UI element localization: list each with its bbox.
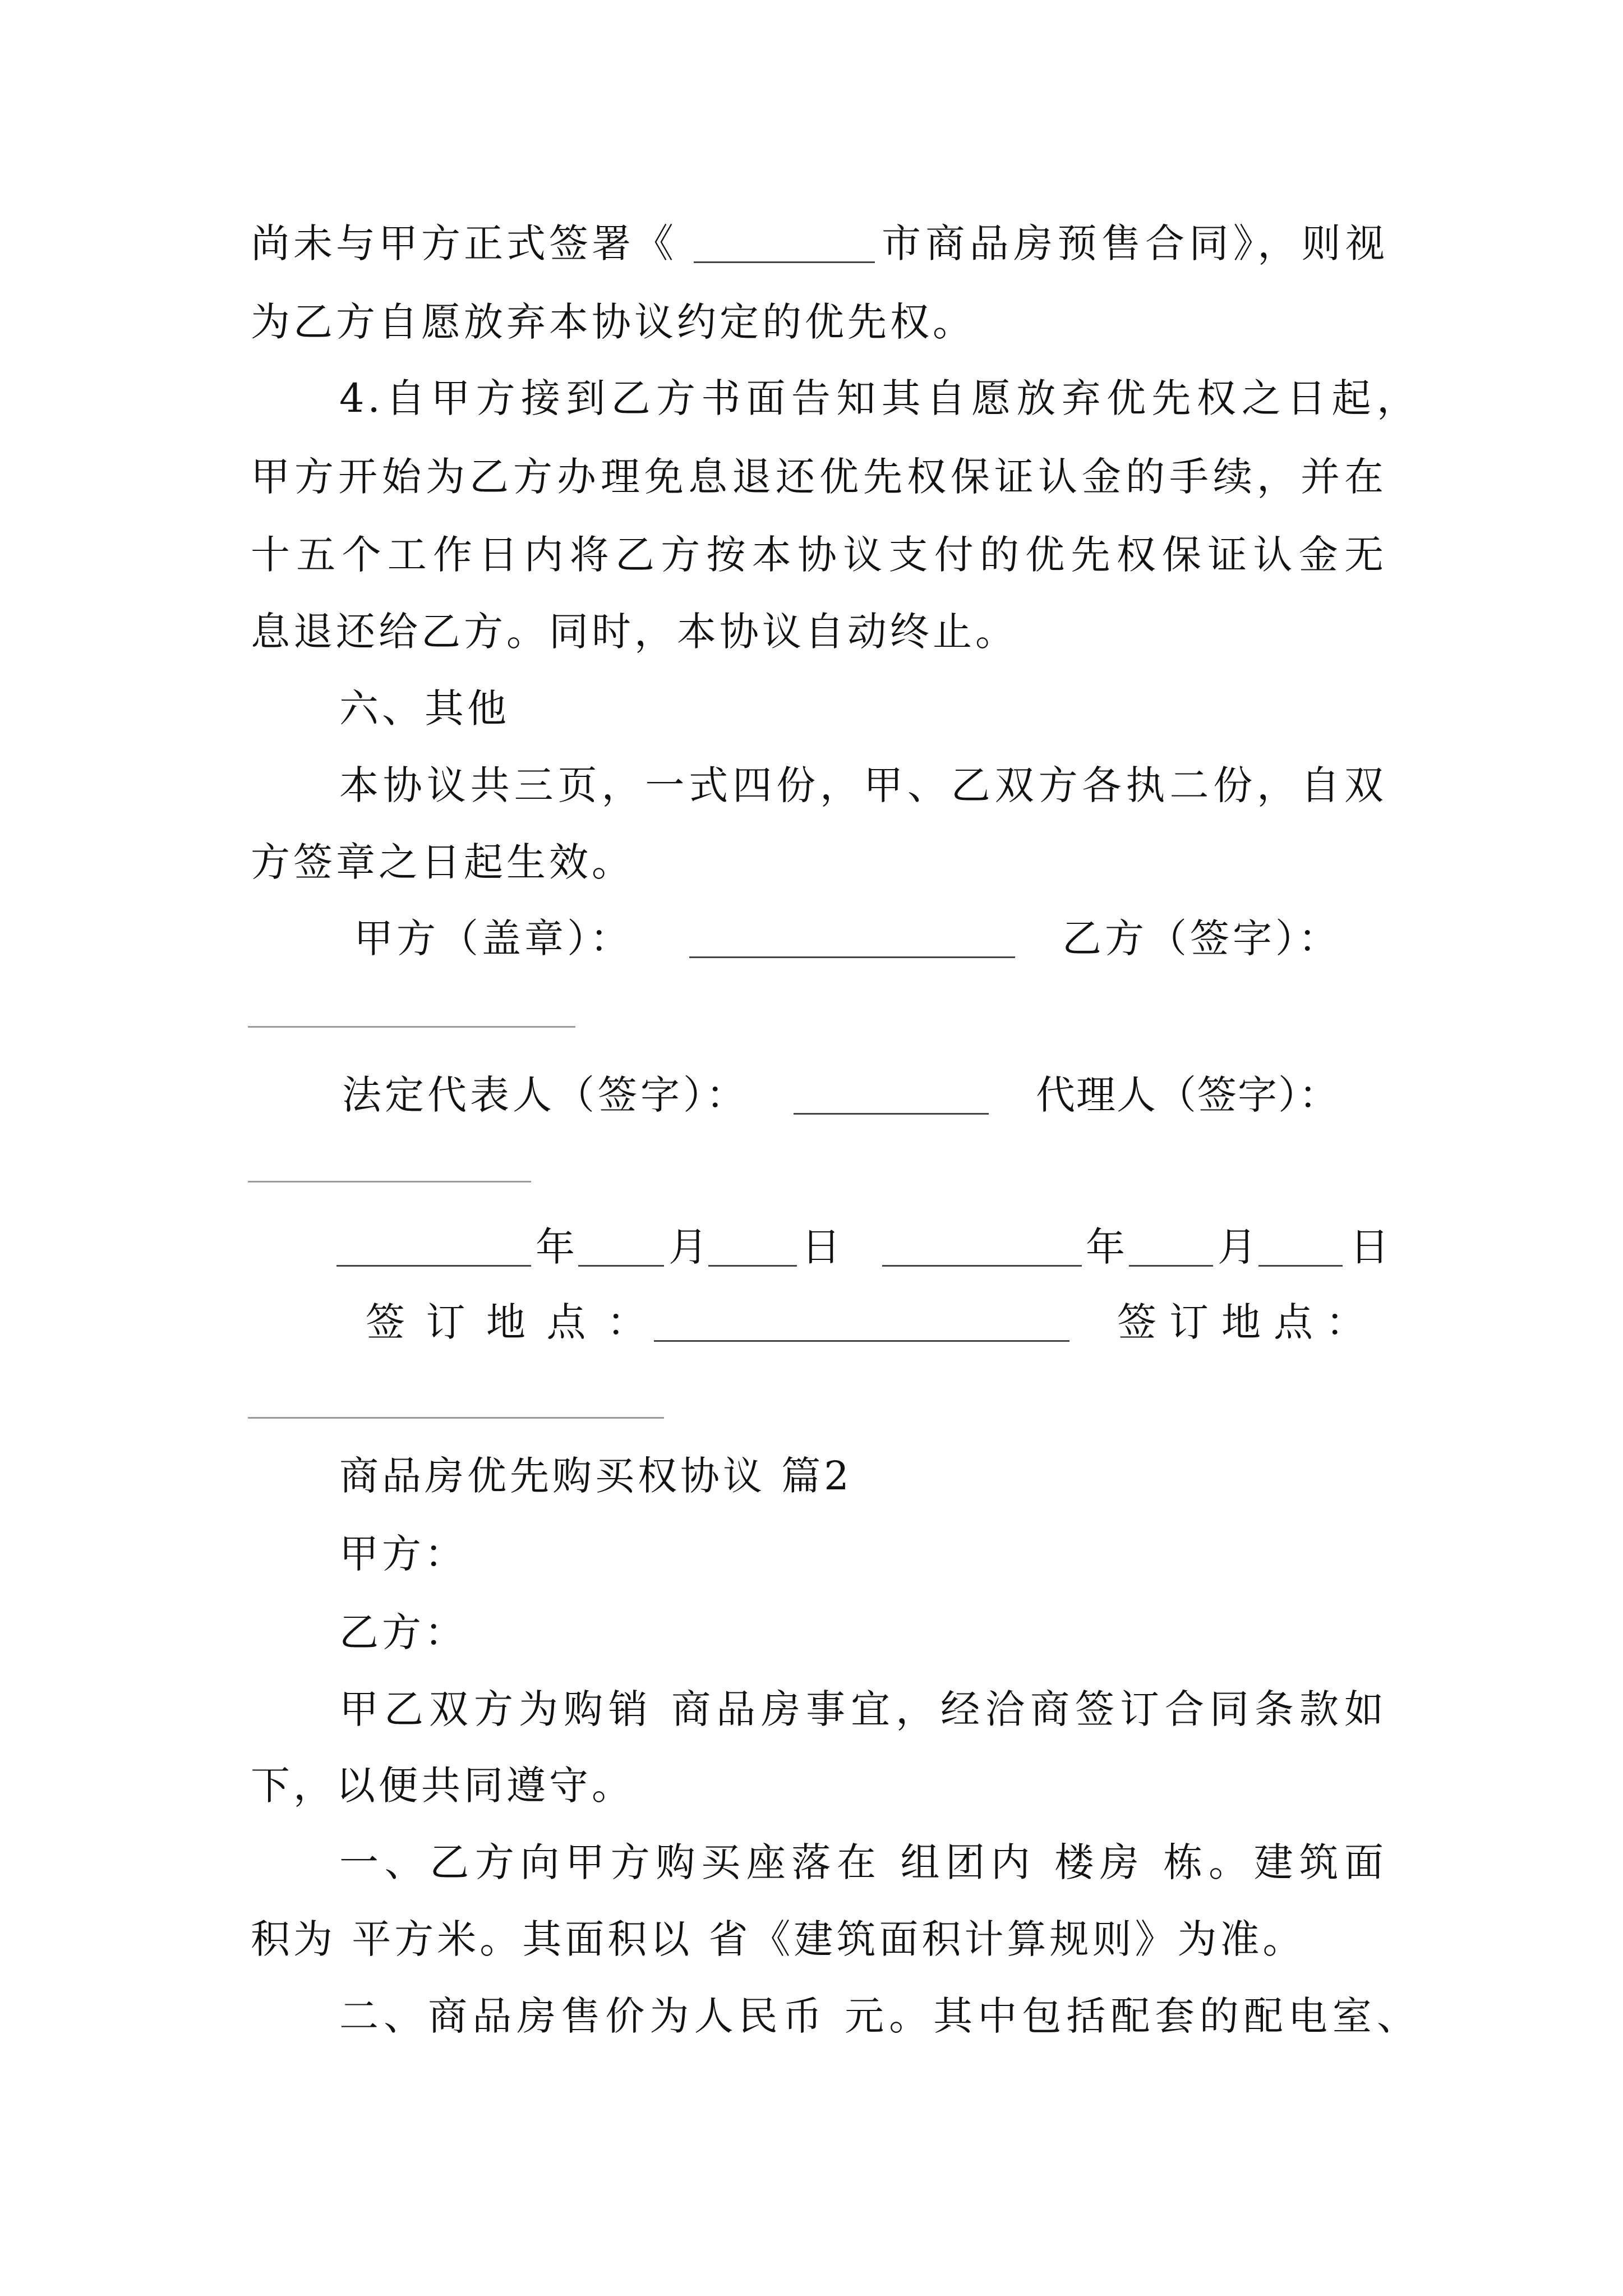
signing-place-label: 签订地点：	[1117, 1299, 1365, 1345]
paragraph-line: 本协议共三页，一式四份，甲、乙双方各执二份，自双	[339, 762, 1387, 808]
party-b-sign-label: 乙方（签字）：	[1062, 915, 1341, 961]
agent-sign-label: 代理人（签字）：	[1036, 1072, 1339, 1118]
signing-place-blank-line	[248, 1417, 664, 1419]
signature-row	[0, 1067, 1623, 1123]
clause-line: 一、乙方向甲方购买座落在 组团内 楼房 栋。建筑面	[339, 1839, 1387, 1885]
year-blank	[336, 1265, 531, 1267]
signing-place-row	[0, 1294, 1623, 1350]
agreement-title: 商品房优先购买权协议 篇2	[339, 1453, 852, 1499]
day-blank	[708, 1265, 797, 1267]
day-label: 日	[1350, 1224, 1393, 1270]
paragraph-line: 下，以便共同遵守。	[251, 1763, 634, 1809]
paragraph-line	[0, 215, 1623, 272]
paragraph-line: 甲乙双方为购销 商品房事宜，经洽商签订合同条款如	[339, 1686, 1387, 1732]
clause-line: 积为 平方米。其面积以 省《建筑面积计算规则》为准。	[251, 1916, 1306, 1962]
line-text: 尚未与甲方正式签署《	[251, 220, 677, 266]
clause-line: 4.自甲方接到乙方书面告知其自愿放弃优先权之日起，	[339, 375, 1419, 421]
fill-in-blank	[654, 1340, 1069, 1342]
day-label: 日	[801, 1224, 844, 1270]
fill-in-blank	[794, 1113, 989, 1115]
month-blank	[1129, 1265, 1213, 1267]
party-a-label: 甲方：	[339, 1531, 467, 1577]
signing-place-label: 签订地点：	[366, 1299, 646, 1345]
line-text: 市商品房预售合同》，则视	[882, 220, 1387, 266]
day-blank	[1258, 1265, 1343, 1267]
clause-line: 二、商品房售价为人民币 元。其中包括配套的配电室、	[339, 1993, 1419, 2039]
month-label: 月	[668, 1224, 711, 1270]
month-label: 月	[1218, 1224, 1260, 1270]
party-b-label: 乙方：	[339, 1609, 467, 1655]
party-a-seal-label: 甲方（盖章）：	[354, 915, 633, 961]
paragraph-line: 为乙方自愿放弃本协议约定的优先权。	[251, 299, 975, 345]
month-blank	[578, 1265, 664, 1267]
section-heading: 六、其他	[339, 685, 510, 731]
year-label: 年	[536, 1224, 578, 1270]
fill-in-blank	[694, 261, 875, 263]
clause-line: 十五个工作日内将乙方按本协议支付的优先权保证认金无	[251, 532, 1387, 578]
year-blank	[882, 1265, 1082, 1267]
signature-row	[0, 910, 1623, 967]
clause-line: 甲方开始为乙方办理免息退还优先权保证认金的手续，并在	[251, 454, 1387, 500]
clause-line: 息退还给乙方。同时，本协议自动终止。	[251, 609, 1018, 655]
paragraph-line: 方签章之日起生效。	[251, 839, 634, 885]
fill-in-blank	[689, 956, 1015, 958]
year-label: 年	[1086, 1224, 1128, 1270]
signature-blank-line	[248, 1181, 531, 1182]
signature-blank-line	[248, 1026, 575, 1028]
date-row	[0, 1219, 1623, 1275]
legal-rep-sign-label: 法定代表人（签字）：	[342, 1072, 749, 1118]
